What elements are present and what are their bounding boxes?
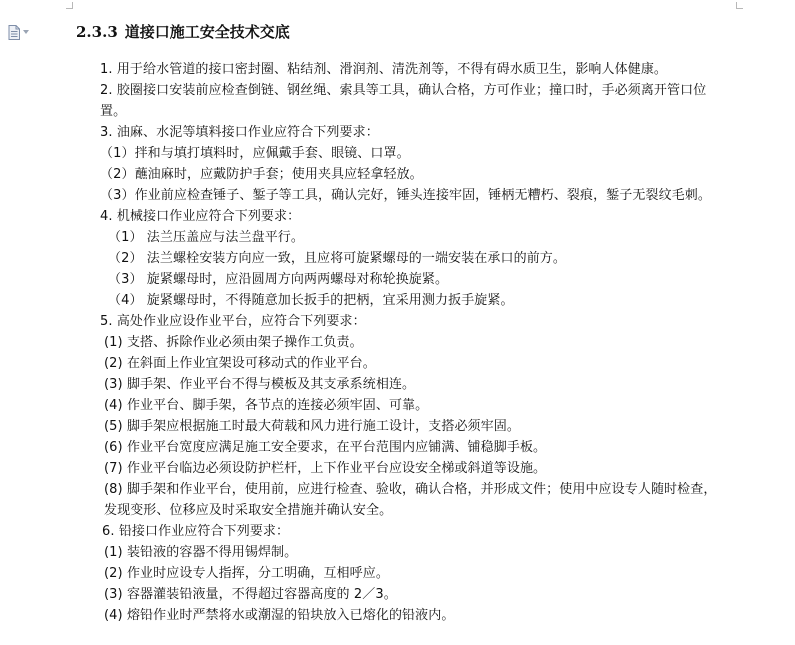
paragraph-6-3: (3) 容器灌装铅液量，不得超过容器高度的 2／3。 xyxy=(104,587,397,602)
paragraph-6: 6. 铅接口作业应符合下列要求： xyxy=(102,524,290,539)
crop-mark-left xyxy=(66,2,73,9)
paragraph-6-2: (2) 作业时应设专人指挥，分工明确，互相呼应。 xyxy=(104,566,389,581)
section-title: 道接口施工安全技术交底 xyxy=(124,23,290,41)
paragraph-5-5: (5) 脚手架应根据施工时最大荷载和风力进行施工设计，支搭必须牢固。 xyxy=(104,419,520,434)
paragraph-5-3: (3) 脚手架、作业平台不得与模板及其支承系统相连。 xyxy=(104,377,416,392)
crop-mark-right xyxy=(736,2,743,9)
section-heading xyxy=(76,22,290,42)
paragraph-3-1: （1）拌和与填打填料时，应佩戴手套、眼镜、口罩。 xyxy=(100,146,410,161)
paragraph-5-6: (6) 作业平台宽度应满足施工安全要求，在平台范围内应铺满、铺稳脚手板。 xyxy=(104,440,547,455)
paragraph-3: 3. 油麻、水泥等填料接口作业应符合下列要求： xyxy=(100,125,379,140)
section-number: 2.3.3 xyxy=(76,23,118,41)
paragraph-5-4: (4) 作业平台、脚手架，各节点的连接必须牢固、可靠。 xyxy=(104,398,429,413)
paragraph-1: 1. 用于给水管道的接口密封圈、粘结剂、滑润剂、清洗剂等，不得有碍水质卫生，影响人体健康。 xyxy=(100,62,668,77)
document-body xyxy=(76,59,724,626)
paragraph-4-4: （4） 旋紧螺母时，不得随意加长扳手的把柄，宜采用测力扳手旋紧。 xyxy=(108,293,514,308)
paragraph-5-7: (7) 作业平台临边必须设防护栏杆，上下作业平台应设安全梯或斜道等设施。 xyxy=(104,461,547,476)
paragraph-4-2: （2） 法兰螺栓安装方向应一致，且应将可旋紧螺母的一端安装在承口的前方。 xyxy=(108,251,567,266)
paragraph-3-3: （3）作业前应检查锤子、錾子等工具，确认完好，锤头连接牢固，锤柄无糟朽、裂痕，錾子无裂纹毛刺。 xyxy=(100,188,711,203)
paragraph-5-1: (1) 支搭、拆除作业必须由架子操作工负责。 xyxy=(104,335,363,350)
paragraph-4-1: （1） 法兰压盖应与法兰盘平行。 xyxy=(108,230,305,245)
paragraph-4: 4. 机械接口作业应符合下列要求： xyxy=(100,209,301,224)
paragraph-6-1: (1) 装铅液的容器不得用锡焊制。 xyxy=(104,545,298,560)
document-outline-button[interactable] xyxy=(8,22,38,42)
chevron-down-icon xyxy=(23,30,29,34)
paragraph-5: 5. 高处作业应设作业平台，应符合下列要求： xyxy=(100,314,366,329)
paragraph-6-4: (4) 熔铅作业时严禁将水或潮湿的铅块放入已熔化的铅液内。 xyxy=(104,608,455,623)
paragraph-2: 2. 胶圈接口安装前应检查倒链、钢丝绳、索具等工具，确认合格，方可作业；撞口时，手必须离开管口位置。 xyxy=(100,83,707,119)
paragraph-5-8: (8) 脚手架和作业平台，使用前，应进行检查、验收，确认合格，并形成文件；使用中应设专人随时检查，发现变形、位移应及时采取安全措施并确认安全。 xyxy=(104,482,717,518)
paragraph-5-2: (2) 在斜面上作业宜架设可移动式的作业平台。 xyxy=(104,356,376,371)
document-icon xyxy=(8,25,20,40)
paragraph-4-3: （3） 旋紧螺母时，应沿圆周方向两两螺母对称轮换旋紧。 xyxy=(108,272,449,287)
paragraph-3-2: （2）蘸油麻时，应戴防护手套；使用夹具应轻拿轻放。 xyxy=(100,167,423,182)
